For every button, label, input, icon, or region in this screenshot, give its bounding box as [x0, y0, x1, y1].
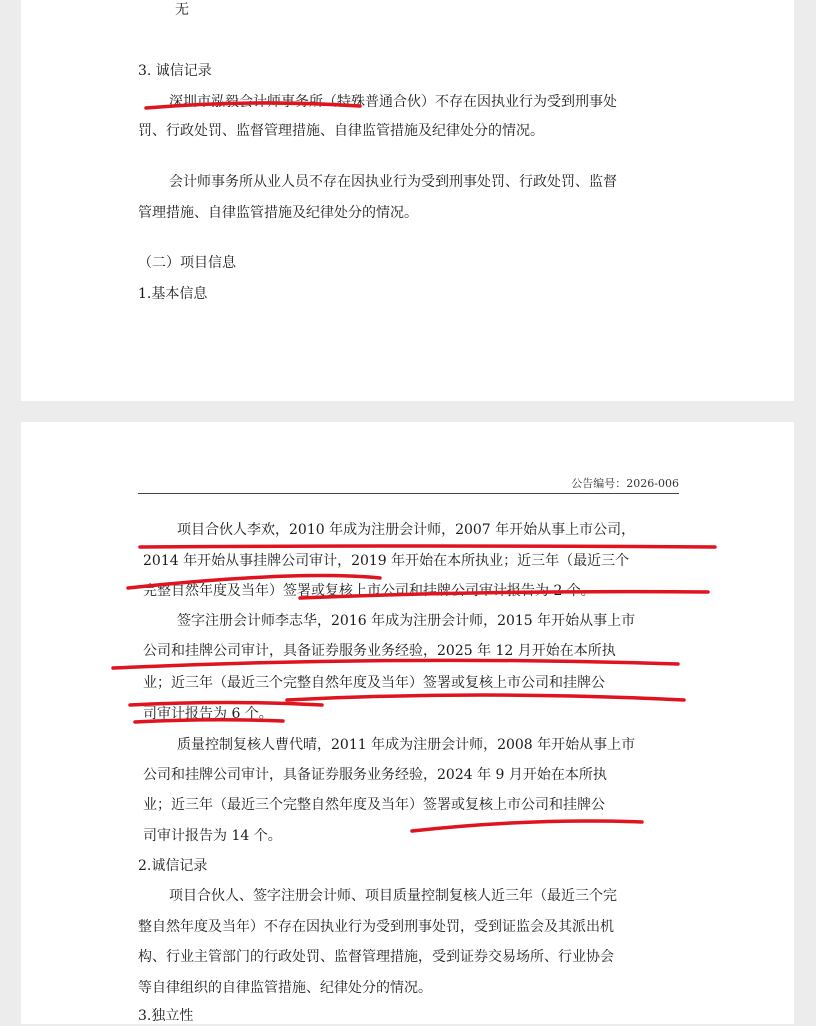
text-line: 等自律组织的自律监管措施、纪律处分的情况。: [138, 980, 432, 996]
text-line: 会计师事务所从业人员不存在因执业行为受到刑事处罚、行政处罚、监督: [169, 174, 617, 190]
text-line: 完整自然年度及当年）签署或复核上市公司和挂牌公司审计报告为 2 个。: [143, 583, 595, 599]
text-line: 罚、行政处罚、监督管理措施、自律监管措施及纪律处分的情况。: [138, 123, 544, 139]
document-page-bottom: [21, 422, 794, 1024]
text-line: 管理措施、自律监管措施及纪律处分的情况。: [138, 205, 418, 221]
text-line: 2014 年开始从事挂牌公司审计，2019 年开始在本所执业；近三年（最近三个: [143, 553, 630, 569]
section-heading: 3. 诚信记录: [138, 63, 212, 79]
text-line: 业；近三年（最近三个完整自然年度及当年）签署或复核上市公司和挂牌公: [143, 675, 605, 691]
text-line: 司审计报告为 6 个。: [143, 706, 273, 722]
text-line: 公司和挂牌公司审计，具备证券服务业务经验，2024 年 9 月开始在本所执: [143, 767, 607, 783]
text-line: 签字注册会计师李志华，2016 年成为注册会计师，2015 年开始从事上市: [177, 613, 636, 629]
section-heading: 2.诚信记录: [138, 858, 208, 874]
text-line: 公司和挂牌公司审计，具备证券服务业务经验，2025 年 12 月开始在本所执: [143, 643, 616, 659]
text-line: 整自然年度及当年）不存在因执业行为受到刑事处罚，受到证监会及其派出机: [138, 919, 614, 935]
text-line: 项目合伙人、签字注册会计师、项目质量控制复核人近三年（最近三个完: [169, 888, 617, 904]
text-line: 深圳市泓毅会计师事务所（特殊普通合伙）不存在因执业行为受到刑事处: [169, 94, 617, 110]
header-divider: [138, 493, 679, 494]
text-line: 项目合伙人李欢，2010 年成为注册会计师，2007 年开始从事上市公司，: [177, 522, 636, 538]
document-page-top: [21, 0, 794, 401]
text-line: 业；近三年（最近三个完整自然年度及当年）签署或复核上市公司和挂牌公: [143, 797, 605, 813]
section-heading: （二）项目信息: [138, 255, 236, 271]
text-line: 无: [175, 2, 189, 18]
section-heading: 3.独立性: [138, 1008, 194, 1024]
announcement-number: 公告编号：2026-006: [571, 477, 679, 490]
section-heading: 1.基本信息: [138, 286, 208, 302]
text-line: 质量控制复核人曹代晴，2011 年成为注册会计师，2008 年开始从事上市: [177, 737, 636, 753]
text-line: 构、行业主管部门的行政处罚、监督管理措施，受到证券交易场所、行业协会: [138, 949, 614, 965]
text-line: 司审计报告为 14 个。: [143, 828, 282, 844]
